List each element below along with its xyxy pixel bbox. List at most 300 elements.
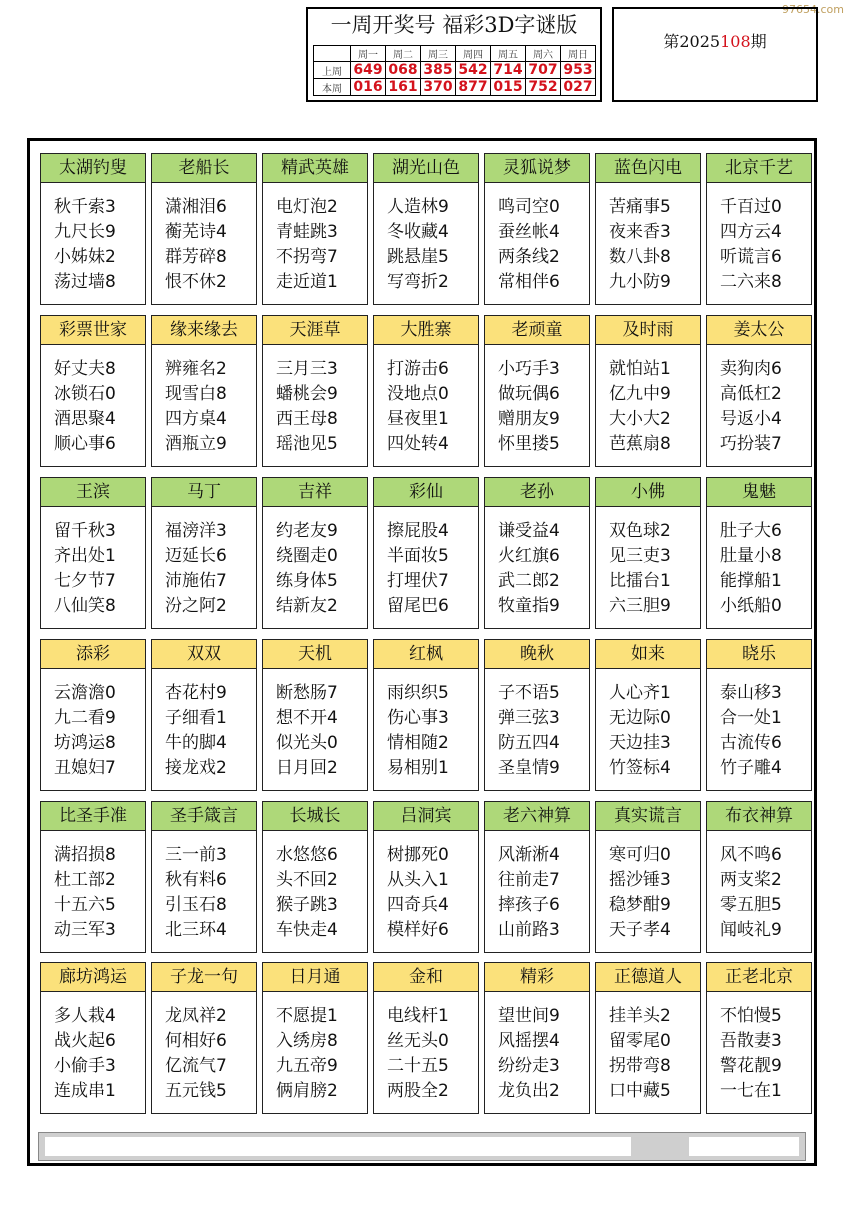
riddle-line: 约老友9 (276, 521, 338, 541)
draw-number: 016 (351, 79, 386, 96)
card-riddle-lines (152, 669, 256, 781)
draw-number: 015 (491, 79, 526, 96)
riddle-card (40, 477, 146, 629)
riddle-line: 走近道1 (276, 272, 338, 292)
riddle-line: 齐出处1 (54, 546, 116, 566)
riddle-line: 六三胆9 (609, 596, 671, 616)
card-riddle-lines (263, 345, 367, 457)
card-riddle-lines (596, 992, 700, 1104)
riddle-line: 谦受益4 (498, 521, 560, 541)
riddle-line: 往前走7 (498, 870, 560, 890)
riddle-line: 五元钱5 (165, 1081, 227, 1101)
riddle-line: 青蛙跳3 (276, 222, 338, 242)
riddle-card (262, 962, 368, 1114)
riddle-row (40, 639, 814, 797)
card-riddle-lines (485, 507, 589, 619)
riddle-card (484, 962, 590, 1114)
riddle-line: 四奇兵4 (387, 895, 449, 915)
riddle-card (151, 962, 257, 1114)
card-riddle-lines (152, 183, 256, 295)
card-riddle-lines (263, 669, 367, 781)
card-author-title: 老孙 (485, 478, 589, 507)
riddle-line: 情相随2 (387, 733, 449, 753)
riddle-line: 见三吏3 (609, 546, 671, 566)
riddle-line: 号返小4 (720, 409, 782, 429)
card-author-title: 老船长 (152, 154, 256, 183)
riddle-line: 打游击6 (387, 359, 449, 379)
riddle-line: 两股全2 (387, 1081, 449, 1101)
card-author-title: 双双 (152, 640, 256, 669)
riddle-line: 圣皇情9 (498, 758, 560, 778)
riddle-line: 子细看1 (165, 708, 227, 728)
riddle-line: 留尾巴6 (387, 596, 449, 616)
riddle-card (595, 477, 701, 629)
riddle-line: 九小防9 (609, 272, 671, 292)
draw-number: 161 (386, 79, 421, 96)
card-riddle-lines (707, 992, 811, 1104)
riddle-line: 秋千索3 (54, 197, 116, 217)
riddle-line: 冰锁石0 (54, 384, 116, 404)
riddle-line: 千百过0 (720, 197, 782, 217)
riddle-line: 酒瓶立9 (165, 434, 227, 454)
card-riddle-lines (596, 345, 700, 457)
riddle-line: 防五四4 (498, 733, 560, 753)
riddle-line: 绕圈走0 (276, 546, 338, 566)
riddle-line: 弹三弦3 (498, 708, 560, 728)
riddle-line: 从头入1 (387, 870, 449, 890)
riddle-line: 两条线2 (498, 247, 560, 267)
riddle-card (262, 801, 368, 953)
riddle-line: 丑媳妇7 (54, 758, 116, 778)
riddle-line: 战火起6 (54, 1031, 116, 1051)
riddle-line: 赠朋友9 (498, 409, 560, 429)
card-riddle-lines (152, 831, 256, 943)
riddle-line: 火红旗6 (498, 546, 560, 566)
riddle-line: 风摇摆4 (498, 1031, 560, 1051)
riddle-line: 写弯折2 (387, 272, 449, 292)
riddle-line: 杏花村9 (165, 683, 227, 703)
riddle-card (373, 153, 479, 305)
day-label: 周四 (456, 46, 491, 62)
draw-number: 068 (386, 62, 421, 79)
riddle-line: 数八卦8 (609, 247, 671, 267)
riddle-line: 伤心事3 (387, 708, 449, 728)
riddle-line: 练身体5 (276, 571, 338, 591)
riddle-line: 蚕丝帐4 (498, 222, 560, 242)
riddle-card (484, 801, 590, 953)
issue-suffix: 期 (750, 32, 767, 51)
card-riddle-lines (41, 183, 145, 295)
riddle-line: 牧童指9 (498, 596, 560, 616)
weekly-draw-header (306, 7, 602, 102)
riddle-card (40, 153, 146, 305)
riddle-row (40, 801, 814, 959)
riddle-line: 丝无头0 (387, 1031, 449, 1051)
riddle-card (40, 639, 146, 791)
riddle-line: 模样好6 (387, 920, 449, 940)
draw-number: 953 (561, 62, 596, 79)
card-author-title: 如来 (596, 640, 700, 669)
riddle-line: 四方云4 (720, 222, 782, 242)
riddle-line: 荡过墙8 (54, 272, 116, 292)
riddle-line: 龙凤祥2 (165, 1006, 227, 1026)
draw-number: 707 (526, 62, 561, 79)
riddle-line: 山前路3 (498, 920, 560, 940)
riddle-line: 群芳碎8 (165, 247, 227, 267)
riddle-line: 打埋伏7 (387, 571, 449, 591)
card-author-title: 天涯草 (263, 316, 367, 345)
card-riddle-lines (152, 992, 256, 1104)
riddle-line: 电灯泡2 (276, 197, 338, 217)
riddle-line: 十五六5 (54, 895, 116, 915)
riddle-line: 挂羊头2 (609, 1006, 671, 1026)
riddle-line: 一七在1 (720, 1081, 782, 1101)
riddle-line: 人造林9 (387, 197, 449, 217)
riddle-line: 入绣房8 (276, 1031, 338, 1051)
riddle-card (706, 477, 812, 629)
this-week-label: 本周 (314, 79, 351, 96)
riddle-line: 芭蕉扇8 (609, 434, 671, 454)
riddle-line: 稳梦酣9 (609, 895, 671, 915)
riddle-line: 就怕站1 (609, 359, 671, 379)
riddle-line: 汾之阿2 (165, 596, 227, 616)
riddle-line: 二六来8 (720, 272, 782, 292)
card-riddle-lines (263, 831, 367, 943)
riddle-line: 三一前3 (165, 845, 227, 865)
riddle-line: 比擂台1 (609, 571, 671, 591)
riddle-line: 想不开4 (276, 708, 338, 728)
card-riddle-lines (41, 345, 145, 457)
card-riddle-lines (41, 669, 145, 781)
riddle-card (151, 639, 257, 791)
riddle-line: 半面妆5 (387, 546, 449, 566)
riddle-line: 连成串1 (54, 1081, 116, 1101)
riddle-card (706, 153, 812, 305)
riddle-line: 人心齐1 (609, 683, 671, 703)
riddle-card (373, 962, 479, 1114)
card-author-title: 精武英雄 (263, 154, 367, 183)
riddle-line: 九二看9 (54, 708, 116, 728)
card-author-title: 晓乐 (707, 640, 811, 669)
day-header-row (314, 46, 596, 62)
riddle-line: 卖狗肉6 (720, 359, 782, 379)
riddle-line: 断愁肠7 (276, 683, 338, 703)
header-title: 一周开奖号 福彩3D字谜版 (330, 13, 578, 37)
riddle-card (373, 639, 479, 791)
riddle-line: 不怕慢5 (720, 1006, 782, 1026)
riddle-card (595, 639, 701, 791)
card-author-title: 金和 (374, 963, 478, 992)
draw-number: 027 (561, 79, 596, 96)
draw-number: 649 (351, 62, 386, 79)
riddle-row (40, 477, 814, 635)
card-author-title: 马丁 (152, 478, 256, 507)
riddle-line: 竹子雕4 (720, 758, 782, 778)
this-week-row (314, 79, 596, 96)
riddle-line: 雨织织5 (387, 683, 449, 703)
riddle-line: 迈延长6 (165, 546, 227, 566)
riddle-card (373, 477, 479, 629)
riddle-line: 结新友2 (276, 596, 338, 616)
riddle-line: 俩肩膀2 (276, 1081, 338, 1101)
card-author-title: 吉祥 (263, 478, 367, 507)
card-author-title: 比圣手准 (41, 802, 145, 831)
riddle-line: 瑶池见5 (276, 434, 338, 454)
card-author-title: 正老北京 (707, 963, 811, 992)
riddle-line: 合一处1 (720, 708, 782, 728)
riddle-line: 现雪白8 (165, 384, 227, 404)
riddle-line: 吾散妻3 (720, 1031, 782, 1051)
card-author-title: 姜太公 (707, 316, 811, 345)
riddle-line: 二十五5 (387, 1056, 449, 1076)
card-riddle-lines (152, 345, 256, 457)
riddle-line: 四处转4 (387, 434, 449, 454)
card-author-title: 北京千艺 (707, 154, 811, 183)
riddle-card (262, 639, 368, 791)
riddle-card (40, 962, 146, 1114)
riddle-line: 北三环4 (165, 920, 227, 940)
last-week-row (314, 62, 596, 79)
riddle-line: 大小大2 (609, 409, 671, 429)
card-author-title: 彩票世家 (41, 316, 145, 345)
day-label: 周五 (491, 46, 526, 62)
riddle-line: 秋有料6 (165, 870, 227, 890)
riddle-line: 引玉石8 (165, 895, 227, 915)
card-author-title: 蓝色闪电 (596, 154, 700, 183)
draw-number: 877 (456, 79, 491, 96)
card-riddle-lines (263, 992, 367, 1104)
draw-number: 542 (456, 62, 491, 79)
card-author-title: 湖光山色 (374, 154, 478, 183)
riddle-line: 蟠桃会9 (276, 384, 338, 404)
card-author-title: 大胜寨 (374, 316, 478, 345)
riddle-line: 杜工部2 (54, 870, 116, 890)
riddle-line: 八仙笑8 (54, 596, 116, 616)
corner-cell (314, 46, 351, 62)
riddle-line: 牛的脚4 (165, 733, 227, 753)
riddle-line: 何相好6 (165, 1031, 227, 1051)
riddle-line: 纷纷走3 (498, 1056, 560, 1076)
riddle-line: 古流传6 (720, 733, 782, 753)
riddle-line: 小纸船0 (720, 596, 782, 616)
riddle-line: 蘅芜诗4 (165, 222, 227, 242)
riddle-card (484, 315, 590, 467)
card-author-title: 吕洞宾 (374, 802, 478, 831)
riddle-line: 冬收藏4 (387, 222, 449, 242)
riddle-line: 福滂洋3 (165, 521, 227, 541)
footer-right-blank (689, 1137, 799, 1156)
riddle-line: 九尺长9 (54, 222, 116, 242)
riddle-line: 没地点0 (387, 384, 449, 404)
card-riddle-lines (596, 831, 700, 943)
card-author-title: 真实谎言 (596, 802, 700, 831)
riddle-line: 苦痛事5 (609, 197, 671, 217)
riddle-line: 风渐淅4 (498, 845, 560, 865)
riddle-line: 电线杆1 (387, 1006, 449, 1026)
riddle-card (373, 801, 479, 953)
riddle-line: 四方桌4 (165, 409, 227, 429)
riddle-line: 零五胆5 (720, 895, 782, 915)
riddle-line: 日月回2 (276, 758, 338, 778)
card-author-title: 廊坊鸿运 (41, 963, 145, 992)
riddle-card (262, 153, 368, 305)
riddle-card (484, 639, 590, 791)
riddle-line: 拐带弯8 (609, 1056, 671, 1076)
riddle-line: 亿流气7 (165, 1056, 227, 1076)
riddle-line: 闻岐礼9 (720, 920, 782, 940)
riddle-line: 坊鸿运8 (54, 733, 116, 753)
riddle-line: 树挪死0 (387, 845, 449, 865)
riddle-line: 肚量小8 (720, 546, 782, 566)
card-riddle-lines (707, 669, 811, 781)
riddle-card (484, 477, 590, 629)
card-riddle-lines (374, 669, 478, 781)
last-week-label: 上周 (314, 62, 351, 79)
issue-number-box (612, 7, 818, 102)
riddle-row (40, 315, 814, 473)
riddle-line: 易相别1 (387, 758, 449, 778)
riddle-line: 亿九中9 (609, 384, 671, 404)
riddle-card (706, 801, 812, 953)
riddle-line: 酒思聚4 (54, 409, 116, 429)
riddle-card (706, 639, 812, 791)
riddle-card (595, 315, 701, 467)
day-label: 周六 (526, 46, 561, 62)
card-riddle-lines (485, 992, 589, 1104)
day-label: 周日 (561, 46, 596, 62)
riddle-line: 两支桨2 (720, 870, 782, 890)
card-riddle-lines (41, 831, 145, 943)
riddle-line: 水悠悠6 (276, 845, 338, 865)
riddle-card (262, 315, 368, 467)
riddle-line: 武二郎2 (498, 571, 560, 591)
riddle-card (373, 315, 479, 467)
riddle-card (595, 153, 701, 305)
card-author-title: 长城长 (263, 802, 367, 831)
footer-bar (38, 1132, 806, 1161)
riddle-grid (40, 153, 814, 1124)
card-author-title: 老六神算 (485, 802, 589, 831)
riddle-line: 摇沙锤3 (609, 870, 671, 890)
riddle-board (27, 138, 817, 1166)
riddle-line: 天边挂3 (609, 733, 671, 753)
riddle-line: 不拐弯7 (276, 247, 338, 267)
card-riddle-lines (374, 345, 478, 457)
riddle-line: 留千秋3 (54, 521, 116, 541)
card-riddle-lines (374, 831, 478, 943)
riddle-line: 车快走4 (276, 920, 338, 940)
riddle-line: 小偷手3 (54, 1056, 116, 1076)
riddle-line: 夜来香3 (609, 222, 671, 242)
riddle-line: 龙负出2 (498, 1081, 560, 1101)
riddle-line: 顺心事6 (54, 434, 116, 454)
card-author-title: 布衣神算 (707, 802, 811, 831)
riddle-line: 跳悬崖5 (387, 247, 449, 267)
card-riddle-lines (263, 507, 367, 619)
riddle-line: 似光头0 (276, 733, 338, 753)
riddle-line: 小巧手3 (498, 359, 560, 379)
card-riddle-lines (263, 183, 367, 295)
riddle-card (595, 801, 701, 953)
card-riddle-lines (707, 507, 811, 619)
riddle-line: 昼夜里1 (387, 409, 449, 429)
riddle-line: 能撑船1 (720, 571, 782, 591)
riddle-line: 沛施佑7 (165, 571, 227, 591)
issue-prefix: 第2025 (663, 32, 721, 51)
card-author-title: 太湖钓叟 (41, 154, 145, 183)
riddle-card (151, 315, 257, 467)
riddle-line: 望世间9 (498, 1006, 560, 1026)
card-author-title: 鬼魅 (707, 478, 811, 507)
site-watermark: 97654.com (782, 3, 844, 16)
card-riddle-lines (485, 345, 589, 457)
draw-number: 714 (491, 62, 526, 79)
card-author-title: 正德道人 (596, 963, 700, 992)
riddle-line: 三月三3 (276, 359, 338, 379)
riddle-card (40, 315, 146, 467)
riddle-line: 高低杠2 (720, 384, 782, 404)
riddle-line: 好丈夫8 (54, 359, 116, 379)
card-author-title: 日月通 (263, 963, 367, 992)
card-riddle-lines (596, 669, 700, 781)
card-riddle-lines (596, 183, 700, 295)
riddle-line: 风不鸣6 (720, 845, 782, 865)
riddle-line: 猴子跳3 (276, 895, 338, 915)
riddle-card (151, 801, 257, 953)
card-author-title: 缘来缘去 (152, 316, 256, 345)
riddle-line: 听谎言6 (720, 247, 782, 267)
card-author-title: 添彩 (41, 640, 145, 669)
riddle-line: 头不回2 (276, 870, 338, 890)
riddle-line: 九五帝9 (276, 1056, 338, 1076)
card-riddle-lines (707, 345, 811, 457)
riddle-line: 泰山移3 (720, 683, 782, 703)
riddle-card (151, 477, 257, 629)
card-riddle-lines (41, 992, 145, 1104)
card-author-title: 红枫 (374, 640, 478, 669)
riddle-card (595, 962, 701, 1114)
card-riddle-lines (485, 669, 589, 781)
riddle-line: 擦屁股4 (387, 521, 449, 541)
card-author-title: 彩仙 (374, 478, 478, 507)
riddle-row (40, 153, 814, 311)
riddle-line: 无边际0 (609, 708, 671, 728)
card-riddle-lines (374, 507, 478, 619)
card-riddle-lines (707, 183, 811, 295)
riddle-line: 肚子大6 (720, 521, 782, 541)
riddle-card (151, 153, 257, 305)
card-author-title: 子龙一句 (152, 963, 256, 992)
card-riddle-lines (596, 507, 700, 619)
card-author-title: 及时雨 (596, 316, 700, 345)
riddle-line: 寒可归0 (609, 845, 671, 865)
card-author-title: 灵狐说梦 (485, 154, 589, 183)
riddle-line: 云澹澹0 (54, 683, 116, 703)
riddle-line: 常相伴6 (498, 272, 560, 292)
riddle-line: 留零尾0 (609, 1031, 671, 1051)
riddle-card (40, 801, 146, 953)
riddle-line: 恨不休2 (165, 272, 227, 292)
riddle-line: 做玩偶6 (498, 384, 560, 404)
riddle-line: 潇湘泪6 (165, 197, 227, 217)
day-label: 周二 (386, 46, 421, 62)
card-riddle-lines (374, 992, 478, 1104)
card-riddle-lines (485, 183, 589, 295)
card-riddle-lines (152, 507, 256, 619)
card-author-title: 小佛 (596, 478, 700, 507)
card-author-title: 老顽童 (485, 316, 589, 345)
riddle-card (706, 962, 812, 1114)
